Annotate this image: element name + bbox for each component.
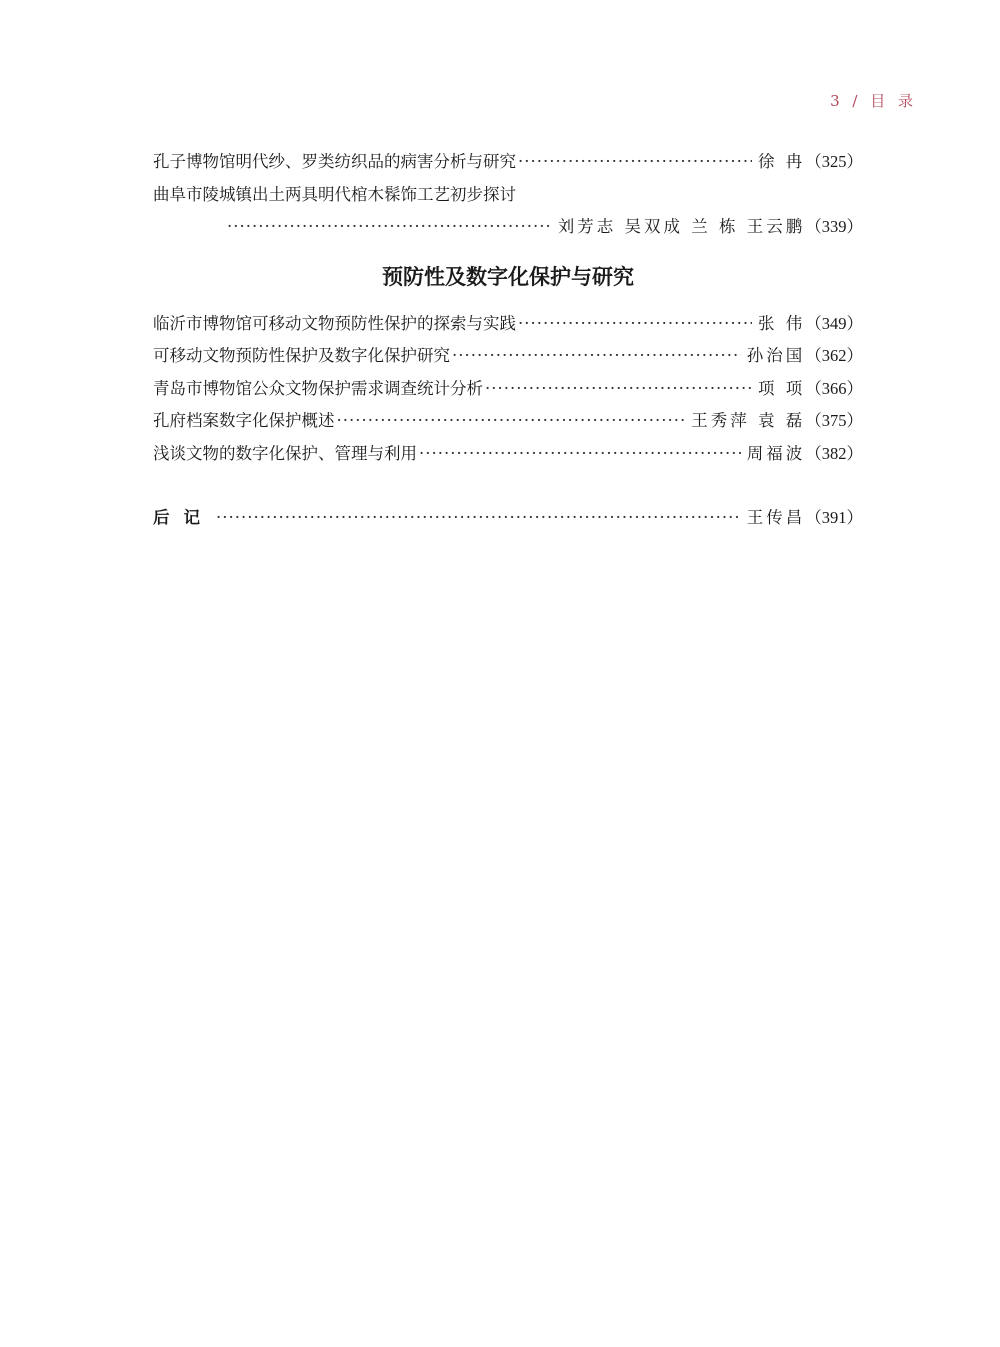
leader-dots: [227, 211, 552, 244]
entry-author: 王秀萍 袁 磊: [691, 411, 806, 430]
toc-entry[interactable]: [153, 405, 863, 438]
leader-dots: [216, 502, 741, 535]
entry-author: 张 伟: [758, 313, 806, 333]
section-title: 预防性及数字化保护与研究: [382, 264, 634, 289]
page-header: 3 / 目 录: [830, 92, 917, 110]
table-of-contents: [153, 146, 863, 535]
entry-title: 临沂市博物馆可移动文物预防性保护的探索与实践: [153, 313, 516, 333]
entry-author: 周福波: [746, 443, 806, 463]
toc-entry[interactable]: [153, 146, 863, 179]
entry-page: （375）: [805, 411, 863, 430]
entry-page: （339）: [805, 217, 863, 236]
leader-dots: [518, 308, 752, 341]
leader-dots: [337, 405, 686, 438]
entry-title: 可移动文物预防性保护及数字化保护研究: [153, 346, 450, 365]
leader-dots: [419, 438, 741, 471]
leader-dots: [485, 373, 752, 406]
entry-title: 孔子博物馆明代纱、罗类纺织品的病害分析与研究: [153, 152, 516, 171]
entry-title: 曲阜市陵城镇出土两具明代棺木髹饰工艺初步探讨: [153, 184, 516, 204]
entry-author: 徐 冉: [758, 152, 806, 171]
entry-page: （325）: [805, 152, 863, 171]
entry-page: （362）: [805, 346, 863, 365]
leader-dots: [518, 146, 752, 179]
afterword-title: 后记: [153, 508, 214, 527]
toc-entry[interactable]: [153, 438, 863, 471]
toc-entry[interactable]: [153, 373, 863, 406]
entry-author: 项 项: [758, 378, 806, 398]
entry-title: 浅谈文物的数字化保护、管理与利用: [153, 443, 417, 463]
entry-author: 刘芳志 吴双成 兰 栋 王云鹏: [557, 217, 806, 236]
toc-entry[interactable]: [153, 340, 863, 373]
toc-entry[interactable]: [153, 308, 863, 341]
entry-page: （382）: [805, 443, 863, 463]
toc-entry[interactable]: [153, 179, 863, 212]
entry-title: 孔府档案数字化保护概述: [153, 411, 335, 430]
entry-page: （349）: [805, 313, 863, 333]
toc-entry-continuation[interactable]: [153, 211, 863, 244]
entry-author: 王传昌: [746, 508, 806, 527]
entry-page: （391）: [805, 508, 863, 527]
entry-page: （366）: [805, 378, 863, 398]
toc-entry-afterword[interactable]: [153, 502, 863, 535]
entry-author: 孙治国: [746, 346, 806, 365]
leader-dots: [452, 340, 741, 373]
entry-title: 青岛市博物馆公众文物保护需求调查统计分析: [153, 378, 483, 398]
